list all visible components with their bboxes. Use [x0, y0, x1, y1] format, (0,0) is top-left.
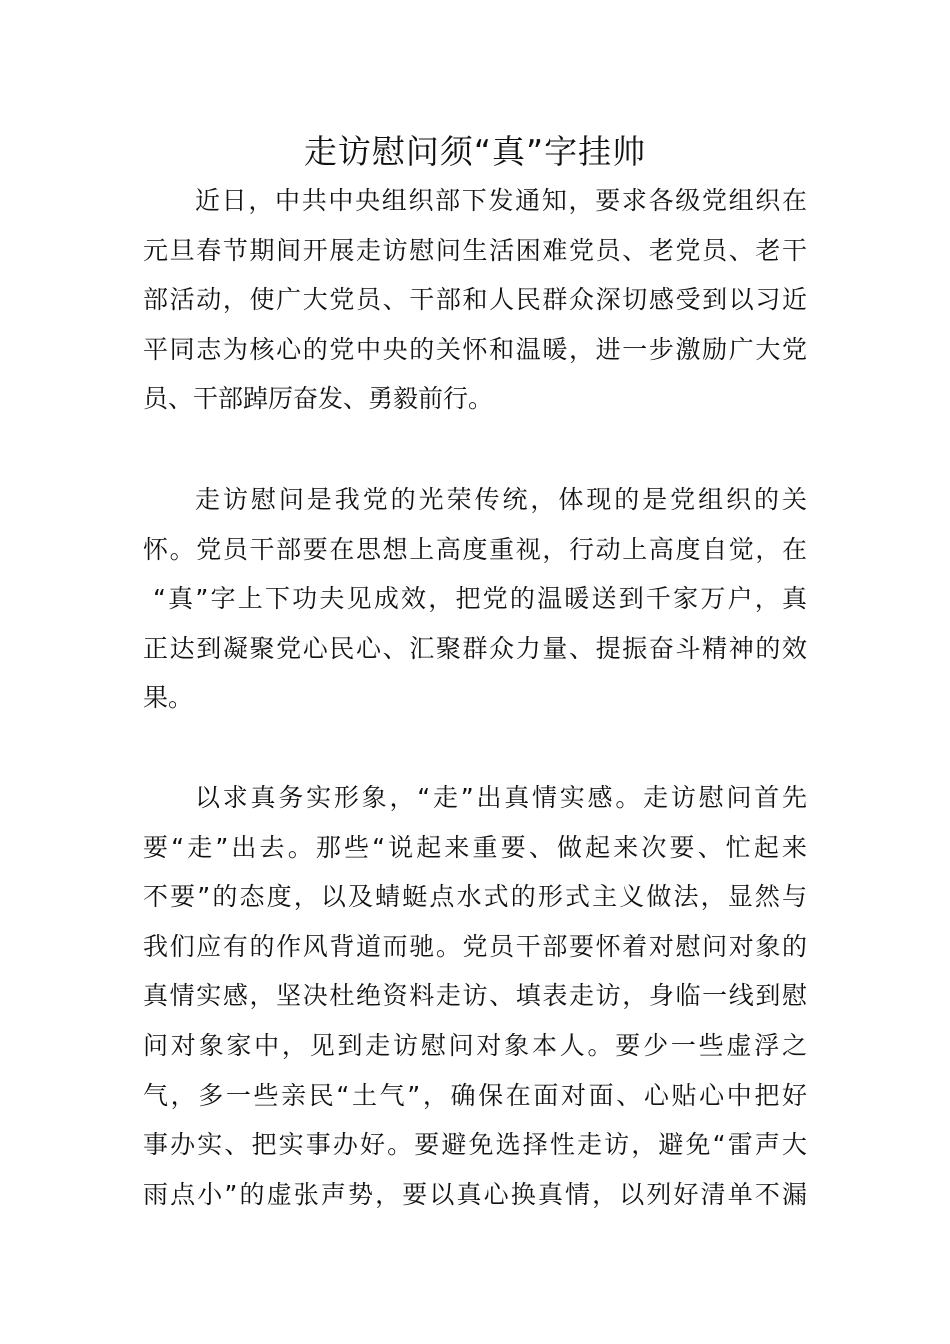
paragraph-line: 不要”的态度，以及蜻蜓点水式的形式主义做法，显然与	[143, 882, 807, 912]
paragraph-line: 部活动，使广大党员、干部和人民群众深切感受到以习近	[143, 285, 807, 315]
paragraph-line: 真情实感，坚决杜绝资料走访、填表走访，身临一线到慰	[143, 981, 807, 1011]
paragraph-line: 果。	[143, 683, 194, 713]
paragraph-line: 员、干部踔厉奋发、勇毅前行。	[143, 384, 494, 414]
paragraph-line: 问对象家中，见到走访慰问对象本人。要少一些虚浮之	[143, 1030, 807, 1060]
paragraph-line: 气，多一些亲民“土气”，确保在面对面、心贴心中把好	[143, 1080, 807, 1110]
document-title: 走访慰问须“真”字挂帅	[303, 132, 647, 171]
paragraph-line: 怀。党员干部要在思想上高度重视，行动上高度自觉，在	[143, 534, 807, 564]
paragraph-line: 事办实、把实事办好。要避免选择性走访，避免“雷声大	[143, 1130, 807, 1160]
paragraph-line: 正达到凝聚党心民心、汇聚群众力量、提振奋斗精神的效	[143, 633, 807, 663]
paragraph-line: 走访慰问是我党的光荣传统，体现的是党组织的关	[195, 485, 807, 514]
paragraph-line: 我们应有的作风背道而驰。党员干部要怀着对慰问对象的	[143, 931, 807, 961]
paragraph-line: 要“走”出去。那些“说起来重要、做起来次要、忙起来	[143, 832, 807, 862]
paragraph-1	[143, 176, 807, 424]
paragraph-3	[143, 773, 807, 1219]
paragraph-line: 元旦春节期间开展走访慰问生活困难党员、老党员、老干	[143, 235, 807, 265]
paragraph-line: 雨点小”的虚张声势，要以真心换真情，以列好清单不漏	[143, 1179, 807, 1209]
paragraph-line: 以求真务实形象，“走”出真情实感。走访慰问首先	[195, 783, 807, 812]
paragraph-line: 平同志为核心的党中央的关怀和温暖，进一步激励广大党	[143, 334, 807, 364]
paragraph-line: 近日，中共中央组织部下发通知，要求各级党组织在	[195, 186, 807, 215]
paragraph-2	[143, 475, 807, 723]
paragraph-line: “真”字上下功夫见成效，把党的温暖送到千家万户，真	[153, 584, 807, 614]
